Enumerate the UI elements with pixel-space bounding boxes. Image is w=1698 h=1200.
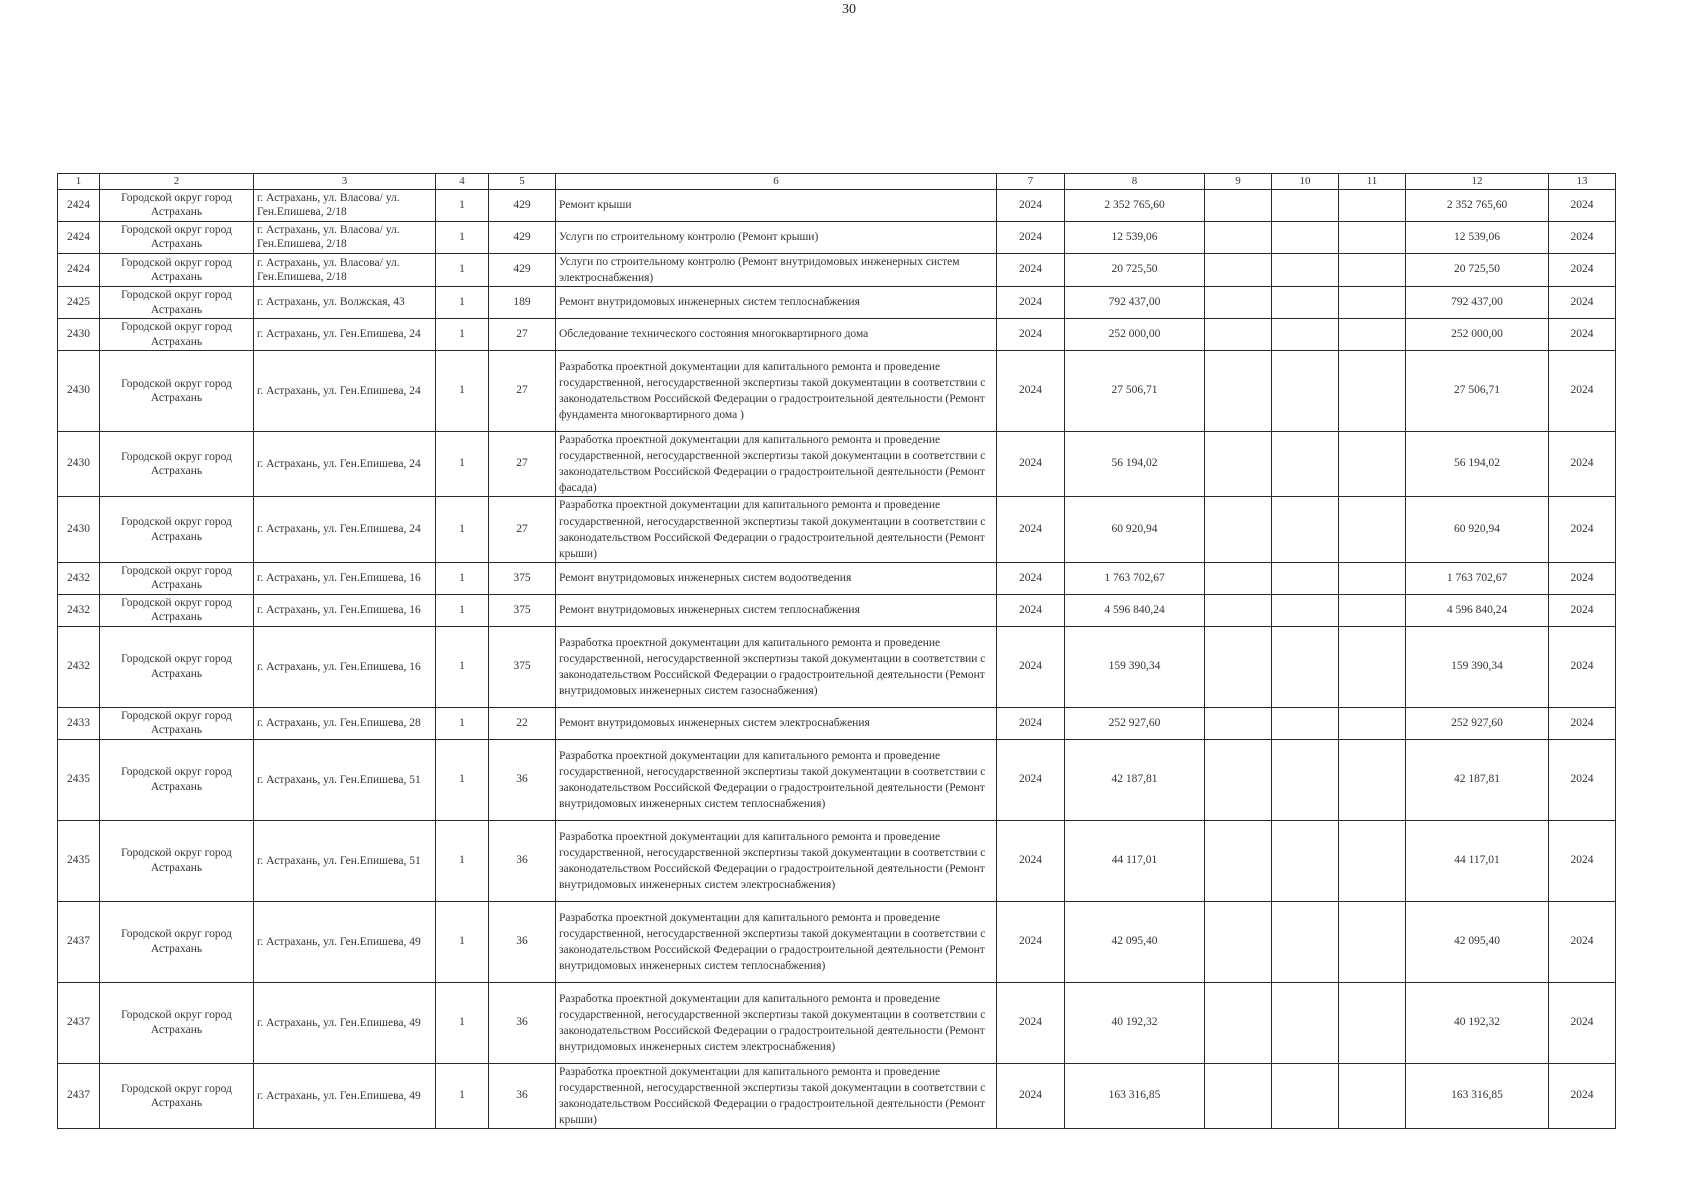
cost-cell: 792 437,00: [1065, 287, 1205, 319]
completion-year-cell: 2024: [1549, 707, 1616, 739]
column-9-cell: [1205, 594, 1272, 626]
column-9-cell: [1205, 497, 1272, 562]
column-10-cell: [1272, 594, 1339, 626]
total-cost-cell: 252 000,00: [1406, 319, 1549, 351]
year-cell: 2024: [997, 432, 1065, 497]
table-row: [58, 982, 1616, 1063]
column-header-1: 1: [58, 174, 100, 190]
column-11-cell: [1339, 497, 1406, 562]
column-10-cell: [1272, 901, 1339, 982]
column-11-cell: [1339, 901, 1406, 982]
total-cost-cell: 2 352 765,60: [1406, 189, 1549, 221]
table-row: [58, 319, 1616, 351]
column-11-cell: [1339, 1063, 1406, 1128]
column-5-cell: 27: [489, 432, 556, 497]
table-row: [58, 432, 1616, 497]
row-number: 2432: [58, 594, 100, 626]
total-cost-cell: 159 390,34: [1406, 626, 1549, 707]
column-header-13: 13: [1549, 174, 1616, 190]
table-row: [58, 497, 1616, 562]
table-row: [58, 287, 1616, 319]
column-10-cell: [1272, 319, 1339, 351]
cost-cell: 42 187,81: [1065, 739, 1205, 820]
table-body: [58, 189, 1616, 1128]
column-5-cell: 27: [489, 319, 556, 351]
completion-year-cell: 2024: [1549, 594, 1616, 626]
column-5-cell: 375: [489, 562, 556, 594]
address-cell: г. Астрахань, ул. Ген.Епишева, 49: [254, 901, 436, 982]
cost-cell: 4 596 840,24: [1065, 594, 1205, 626]
work-type-cell: Разработка проектной документации для капитального ремонта и проведение государственной, негосударственной экспертизы такой документации в соответствии с законодательством Российской Федерации о градостроительной деятельности (Ремонт крыши): [556, 497, 997, 562]
municipality-cell: Городской округ город Астрахань: [100, 351, 254, 432]
total-cost-cell: 60 920,94: [1406, 497, 1549, 562]
column-4-cell: 1: [436, 707, 489, 739]
row-number: 2433: [58, 707, 100, 739]
completion-year-cell: 2024: [1549, 626, 1616, 707]
address-cell: г. Астрахань, ул. Ген.Епишева, 51: [254, 820, 436, 901]
table-row: [58, 901, 1616, 982]
column-11-cell: [1339, 707, 1406, 739]
total-cost-cell: 27 506,71: [1406, 351, 1549, 432]
work-type-cell: Разработка проектной документации для капитального ремонта и проведение государственной, негосударственной экспертизы такой документации в соответствии с законодательством Российской Федерации о градостроительной деятельности (Ремонт внутридомовых инженерных систем электроснабжения): [556, 982, 997, 1063]
column-10-cell: [1272, 626, 1339, 707]
column-9-cell: [1205, 739, 1272, 820]
total-cost-cell: 56 194,02: [1406, 432, 1549, 497]
row-number: 2430: [58, 351, 100, 432]
work-type-cell: Ремонт внутридомовых инженерных систем теплоснабжения: [556, 287, 997, 319]
column-10-cell: [1272, 707, 1339, 739]
work-type-cell: Ремонт внутридомовых инженерных систем электроснабжения: [556, 707, 997, 739]
column-header-12: 12: [1406, 174, 1549, 190]
column-11-cell: [1339, 982, 1406, 1063]
column-9-cell: [1205, 901, 1272, 982]
header-row: [58, 174, 1616, 190]
column-4-cell: 1: [436, 497, 489, 562]
cost-cell: 159 390,34: [1065, 626, 1205, 707]
work-type-cell: Услуги по строительному контролю (Ремонт крыши): [556, 221, 997, 253]
year-cell: 2024: [997, 497, 1065, 562]
cost-cell: 12 539,06: [1065, 221, 1205, 253]
column-4-cell: 1: [436, 739, 489, 820]
year-cell: 2024: [997, 351, 1065, 432]
municipality-cell: Городской округ город Астрахань: [100, 820, 254, 901]
year-cell: 2024: [997, 901, 1065, 982]
column-5-cell: 429: [489, 189, 556, 221]
column-10-cell: [1272, 253, 1339, 286]
column-5-cell: 36: [489, 820, 556, 901]
cost-cell: 60 920,94: [1065, 497, 1205, 562]
total-cost-cell: 40 192,32: [1406, 982, 1549, 1063]
year-cell: 2024: [997, 221, 1065, 253]
table-row: [58, 351, 1616, 432]
table-row: [58, 594, 1616, 626]
column-10-cell: [1272, 1063, 1339, 1128]
column-9-cell: [1205, 982, 1272, 1063]
column-11-cell: [1339, 221, 1406, 253]
municipality-cell: Городской округ город Астрахань: [100, 707, 254, 739]
column-4-cell: 1: [436, 1063, 489, 1128]
total-cost-cell: 20 725,50: [1406, 253, 1549, 286]
total-cost-cell: 4 596 840,24: [1406, 594, 1549, 626]
column-10-cell: [1272, 562, 1339, 594]
capital-repair-table: [57, 173, 1616, 1129]
column-5-cell: 27: [489, 351, 556, 432]
work-type-cell: Ремонт крыши: [556, 189, 997, 221]
work-type-cell: Разработка проектной документации для капитального ремонта и проведение государственной, негосударственной экспертизы такой документации в соответствии с законодательством Российской Федерации о градостроительной деятельности (Ремонт фасада): [556, 432, 997, 497]
column-5-cell: 36: [489, 739, 556, 820]
total-cost-cell: 44 117,01: [1406, 820, 1549, 901]
cost-cell: 56 194,02: [1065, 432, 1205, 497]
completion-year-cell: 2024: [1549, 820, 1616, 901]
table-row: [58, 221, 1616, 253]
column-10-cell: [1272, 432, 1339, 497]
municipality-cell: Городской округ город Астрахань: [100, 319, 254, 351]
municipality-cell: Городской округ город Астрахань: [100, 221, 254, 253]
address-cell: г. Астрахань, ул. Ген.Епишева, 49: [254, 982, 436, 1063]
completion-year-cell: 2024: [1549, 1063, 1616, 1128]
table-row: [58, 820, 1616, 901]
column-header-3: 3: [254, 174, 436, 190]
column-4-cell: 1: [436, 562, 489, 594]
municipality-cell: Городской округ город Астрахань: [100, 1063, 254, 1128]
column-4-cell: 1: [436, 820, 489, 901]
row-number: 2425: [58, 287, 100, 319]
year-cell: 2024: [997, 820, 1065, 901]
address-cell: г. Астрахань, ул. Ген.Епишева, 49: [254, 1063, 436, 1128]
column-10-cell: [1272, 820, 1339, 901]
work-type-cell: Услуги по строительному контролю (Ремонт внутридомовых инженерных систем электроснабжения): [556, 253, 997, 286]
column-4-cell: 1: [436, 626, 489, 707]
column-9-cell: [1205, 432, 1272, 497]
address-cell: г. Астрахань, ул. Ген.Епишева, 24: [254, 319, 436, 351]
column-header-5: 5: [489, 174, 556, 190]
column-4-cell: 1: [436, 189, 489, 221]
column-5-cell: 375: [489, 626, 556, 707]
column-5-cell: 36: [489, 1063, 556, 1128]
column-header-4: 4: [436, 174, 489, 190]
column-5-cell: 429: [489, 253, 556, 286]
row-number: 2437: [58, 1063, 100, 1128]
year-cell: 2024: [997, 982, 1065, 1063]
column-10-cell: [1272, 497, 1339, 562]
work-type-cell: Разработка проектной документации для капитального ремонта и проведение государственной, негосударственной экспертизы такой документации в соответствии с законодательством Российской Федерации о градостроительной деятельности (Ремонт внутридомовых инженерных систем теплоснабжения): [556, 901, 997, 982]
column-11-cell: [1339, 739, 1406, 820]
column-5-cell: 189: [489, 287, 556, 319]
work-type-cell: Обследование технического состояния многоквартирного дома: [556, 319, 997, 351]
column-11-cell: [1339, 189, 1406, 221]
column-5-cell: 375: [489, 594, 556, 626]
row-number: 2435: [58, 820, 100, 901]
cost-cell: 42 095,40: [1065, 901, 1205, 982]
column-4-cell: 1: [436, 253, 489, 286]
row-number: 2424: [58, 253, 100, 286]
address-cell: г. Астрахань, ул. Ген.Епишева, 24: [254, 351, 436, 432]
work-type-cell: Разработка проектной документации для капитального ремонта и проведение государственной, негосударственной экспертизы такой документации в соответствии с законодательством Российской Федерации о градостроительной деятельности (Ремонт внутридомовых инженерных систем газоснабжения): [556, 626, 997, 707]
column-4-cell: 1: [436, 901, 489, 982]
address-cell: г. Астрахань, ул. Ген.Епишева, 16: [254, 562, 436, 594]
address-cell: г. Астрахань, ул. Ген.Епишева, 28: [254, 707, 436, 739]
total-cost-cell: 792 437,00: [1406, 287, 1549, 319]
municipality-cell: Городской округ город Астрахань: [100, 432, 254, 497]
column-9-cell: [1205, 707, 1272, 739]
column-4-cell: 1: [436, 432, 489, 497]
completion-year-cell: 2024: [1549, 351, 1616, 432]
column-9-cell: [1205, 820, 1272, 901]
column-9-cell: [1205, 626, 1272, 707]
completion-year-cell: 2024: [1549, 319, 1616, 351]
year-cell: 2024: [997, 319, 1065, 351]
column-11-cell: [1339, 562, 1406, 594]
cost-cell: 27 506,71: [1065, 351, 1205, 432]
column-9-cell: [1205, 221, 1272, 253]
municipality-cell: Городской округ город Астрахань: [100, 626, 254, 707]
column-4-cell: 1: [436, 319, 489, 351]
work-type-cell: Разработка проектной документации для капитального ремонта и проведение государственной, негосударственной экспертизы такой документации в соответствии с законодательством Российской Федерации о градостроительной деятельности (Ремонт внутридомовых инженерных систем электроснабжения): [556, 820, 997, 901]
row-number: 2432: [58, 562, 100, 594]
table-row: [58, 562, 1616, 594]
column-header-11: 11: [1339, 174, 1406, 190]
row-number: 2430: [58, 319, 100, 351]
table-row: [58, 189, 1616, 221]
municipality-cell: Городской округ город Астрахань: [100, 189, 254, 221]
column-9-cell: [1205, 189, 1272, 221]
cost-cell: 252 000,00: [1065, 319, 1205, 351]
table-row: [58, 253, 1616, 286]
column-10-cell: [1272, 221, 1339, 253]
cost-cell: 2 352 765,60: [1065, 189, 1205, 221]
column-10-cell: [1272, 287, 1339, 319]
column-10-cell: [1272, 739, 1339, 820]
year-cell: 2024: [997, 739, 1065, 820]
column-5-cell: 36: [489, 982, 556, 1063]
row-number: 2424: [58, 221, 100, 253]
municipality-cell: Городской округ город Астрахань: [100, 901, 254, 982]
cost-cell: 20 725,50: [1065, 253, 1205, 286]
row-number: 2437: [58, 901, 100, 982]
column-11-cell: [1339, 319, 1406, 351]
address-cell: г. Астрахань, ул. Волжская, 43: [254, 287, 436, 319]
total-cost-cell: 252 927,60: [1406, 707, 1549, 739]
work-type-cell: Разработка проектной документации для капитального ремонта и проведение государственной, негосударственной экспертизы такой документации в соответствии с законодательством Российской Федерации о градостроительной деятельности (Ремонт фундамента многоквартирного дома ): [556, 351, 997, 432]
column-5-cell: 429: [489, 221, 556, 253]
column-11-cell: [1339, 626, 1406, 707]
table-row: [58, 1063, 1616, 1128]
column-header-7: 7: [997, 174, 1065, 190]
total-cost-cell: 1 763 702,67: [1406, 562, 1549, 594]
total-cost-cell: 42 095,40: [1406, 901, 1549, 982]
completion-year-cell: 2024: [1549, 221, 1616, 253]
cost-cell: 163 316,85: [1065, 1063, 1205, 1128]
year-cell: 2024: [997, 707, 1065, 739]
total-cost-cell: 163 316,85: [1406, 1063, 1549, 1128]
column-11-cell: [1339, 820, 1406, 901]
row-number: 2432: [58, 626, 100, 707]
column-5-cell: 27: [489, 497, 556, 562]
column-header-10: 10: [1272, 174, 1339, 190]
column-11-cell: [1339, 432, 1406, 497]
column-9-cell: [1205, 562, 1272, 594]
completion-year-cell: 2024: [1549, 982, 1616, 1063]
work-type-cell: Ремонт внутридомовых инженерных систем теплоснабжения: [556, 594, 997, 626]
municipality-cell: Городской округ город Астрахань: [100, 739, 254, 820]
cost-cell: 252 927,60: [1065, 707, 1205, 739]
municipality-cell: Городской округ город Астрахань: [100, 594, 254, 626]
completion-year-cell: 2024: [1549, 901, 1616, 982]
completion-year-cell: 2024: [1549, 739, 1616, 820]
completion-year-cell: 2024: [1549, 497, 1616, 562]
cost-cell: 40 192,32: [1065, 982, 1205, 1063]
year-cell: 2024: [997, 189, 1065, 221]
cost-cell: 44 117,01: [1065, 820, 1205, 901]
column-11-cell: [1339, 253, 1406, 286]
table-row: [58, 739, 1616, 820]
year-cell: 2024: [997, 626, 1065, 707]
completion-year-cell: 2024: [1549, 432, 1616, 497]
column-9-cell: [1205, 1063, 1272, 1128]
municipality-cell: Городской округ город Астрахань: [100, 287, 254, 319]
year-cell: 2024: [997, 1063, 1065, 1128]
column-4-cell: 1: [436, 221, 489, 253]
row-number: 2424: [58, 189, 100, 221]
address-cell: г. Астрахань, ул. Власова/ ул. Ген.Епишева, 2/18: [254, 221, 436, 253]
completion-year-cell: 2024: [1549, 253, 1616, 286]
row-number: 2430: [58, 432, 100, 497]
column-header-6: 6: [556, 174, 997, 190]
column-11-cell: [1339, 594, 1406, 626]
work-type-cell: Разработка проектной документации для капитального ремонта и проведение государственной, негосударственной экспертизы такой документации в соответствии с законодательством Российской Федерации о градостроительной деятельности (Ремонт крыши): [556, 1063, 997, 1128]
table-row: [58, 707, 1616, 739]
municipality-cell: Городской округ город Астрахань: [100, 562, 254, 594]
page-number: 30: [842, 2, 856, 17]
work-type-cell: Разработка проектной документации для капитального ремонта и проведение государственной, негосударственной экспертизы такой документации в соответствии с законодательством Российской Федерации о градостроительной деятельности (Ремонт внутридомовых инженерных систем теплоснабжения): [556, 739, 997, 820]
row-number: 2437: [58, 982, 100, 1063]
municipality-cell: Городской округ город Астрахань: [100, 497, 254, 562]
address-cell: г. Астрахань, ул. Ген.Епишева, 24: [254, 432, 436, 497]
year-cell: 2024: [997, 562, 1065, 594]
address-cell: г. Астрахань, ул. Ген.Епишева, 51: [254, 739, 436, 820]
completion-year-cell: 2024: [1549, 189, 1616, 221]
column-10-cell: [1272, 189, 1339, 221]
row-number: 2435: [58, 739, 100, 820]
column-header-9: 9: [1205, 174, 1272, 190]
column-11-cell: [1339, 351, 1406, 432]
column-9-cell: [1205, 287, 1272, 319]
cost-cell: 1 763 702,67: [1065, 562, 1205, 594]
year-cell: 2024: [997, 287, 1065, 319]
address-cell: г. Астрахань, ул. Ген.Епишева, 24: [254, 497, 436, 562]
total-cost-cell: 12 539,06: [1406, 221, 1549, 253]
column-10-cell: [1272, 351, 1339, 432]
column-11-cell: [1339, 287, 1406, 319]
column-4-cell: 1: [436, 982, 489, 1063]
column-10-cell: [1272, 982, 1339, 1063]
address-cell: г. Астрахань, ул. Власова/ ул. Ген.Епишева, 2/18: [254, 189, 436, 221]
completion-year-cell: 2024: [1549, 287, 1616, 319]
completion-year-cell: 2024: [1549, 562, 1616, 594]
work-type-cell: Ремонт внутридомовых инженерных систем водоотведения: [556, 562, 997, 594]
address-cell: г. Астрахань, ул. Ген.Епишева, 16: [254, 626, 436, 707]
column-4-cell: 1: [436, 351, 489, 432]
year-cell: 2024: [997, 594, 1065, 626]
total-cost-cell: 42 187,81: [1406, 739, 1549, 820]
row-number: 2430: [58, 497, 100, 562]
municipality-cell: Городской округ город Астрахань: [100, 253, 254, 286]
address-cell: г. Астрахань, ул. Власова/ ул. Ген.Епишева, 2/18: [254, 253, 436, 286]
column-5-cell: 22: [489, 707, 556, 739]
table-row: [58, 626, 1616, 707]
column-9-cell: [1205, 253, 1272, 286]
column-header-8: 8: [1065, 174, 1205, 190]
column-9-cell: [1205, 351, 1272, 432]
column-4-cell: 1: [436, 594, 489, 626]
column-9-cell: [1205, 319, 1272, 351]
column-header-2: 2: [100, 174, 254, 190]
address-cell: г. Астрахань, ул. Ген.Епишева, 16: [254, 594, 436, 626]
column-4-cell: 1: [436, 287, 489, 319]
column-5-cell: 36: [489, 901, 556, 982]
municipality-cell: Городской округ город Астрахань: [100, 982, 254, 1063]
year-cell: 2024: [997, 253, 1065, 286]
